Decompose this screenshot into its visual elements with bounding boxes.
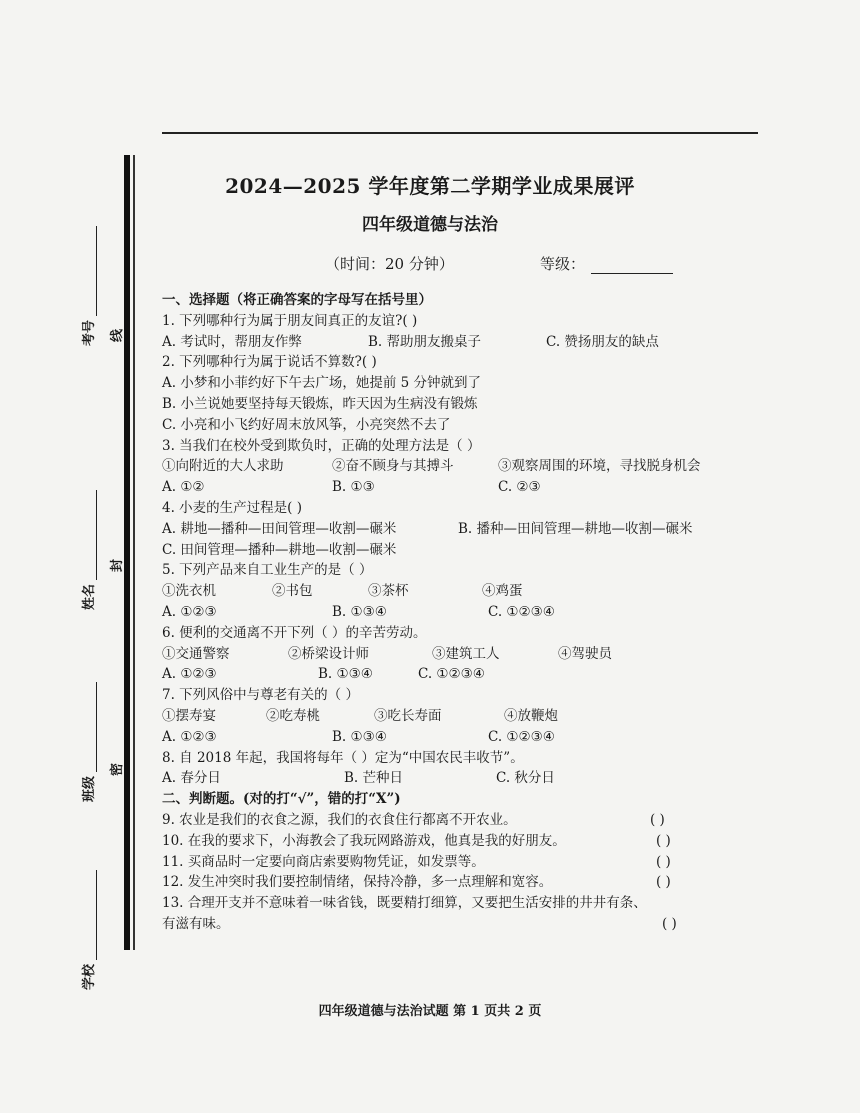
q5-item-2: ②书包	[272, 583, 313, 600]
question-content	[162, 290, 762, 935]
page-footer: 四年级道德与法治试题 第 1 页共 2 页	[318, 1004, 542, 1019]
seal-mi-mark: 密	[110, 762, 125, 776]
binding-bar	[124, 155, 130, 950]
q5-stem: 5. 下列产品来自工业生产的是（ ）	[162, 562, 373, 579]
q3-option-b[interactable]: B. ①③	[332, 479, 375, 496]
exam-number-field[interactable]	[78, 226, 97, 346]
q1-stem: 1. 下列哪种行为属于朋友间真正的友谊?( )	[162, 312, 418, 329]
grade-label: 等级：	[540, 255, 586, 273]
seal-line-mark: 线	[110, 328, 125, 342]
q7-item-1: ①摆寿宴	[162, 707, 216, 724]
q6-option-c[interactable]: C. ①②③④	[418, 666, 485, 683]
school-blank[interactable]	[96, 870, 97, 960]
q3-item-2: ②奋不顾身与其搏斗	[332, 458, 454, 475]
q5-item-1: ①洗衣机	[162, 583, 216, 600]
q7-item-3: ③吃长寿面	[374, 707, 442, 724]
class-field[interactable]	[78, 682, 97, 802]
q12-row	[162, 872, 762, 893]
q7-stem: 7. 下列风俗中与尊老有关的（ ）	[162, 687, 359, 704]
q4-option-a[interactable]: A. 耕地—播种—田间管理—收割—碾米	[162, 520, 397, 537]
q6-item-4: ④驾驶员	[558, 645, 612, 662]
q4-options-ab	[162, 519, 762, 540]
q7-item-4: ④放鞭炮	[504, 707, 558, 724]
exam-title: 2024—2025 学年度第二学期学业成果展评	[225, 174, 635, 198]
class-label: 班级	[82, 775, 97, 802]
q1-option-c[interactable]: C. 赞扬朋友的缺点	[546, 333, 659, 350]
grade-blank[interactable]	[591, 259, 673, 274]
q10-row	[162, 831, 762, 852]
exam-time: （时间：20 分钟）	[325, 255, 454, 273]
q6-options	[162, 664, 762, 685]
q5-option-b[interactable]: B. ①③④	[332, 603, 387, 620]
name-blank[interactable]	[96, 490, 97, 580]
q13-text-line1: 13. 合理开支并不意味着一味省钱，既要精打细算，又要把生活安排的井井有条、	[162, 895, 647, 912]
section2-heading: 二、判断题。(对的打“√”，错的打“X”)	[162, 791, 401, 808]
q7-option-c[interactable]: C. ①②③④	[488, 728, 555, 745]
q7-option-a[interactable]: A. ①②③	[162, 728, 217, 745]
exam-number-blank[interactable]	[96, 226, 97, 316]
q1-option-a[interactable]: A. 考试时，帮朋友作弊	[162, 333, 302, 350]
q1-option-b[interactable]: B. 帮助朋友搬桌子	[368, 333, 482, 350]
q2-option-b[interactable]: B. 小兰说她要坚持每天锻炼，昨天因为生病没有锻炼	[162, 395, 478, 412]
q4-option-b[interactable]: B. 播种—田间管理—耕地—收割—碾米	[458, 520, 693, 537]
q3-options	[162, 477, 762, 498]
q11-text: 11. 买商品时一定要向商店索要购物凭证，如发票等。	[162, 853, 485, 870]
q8-option-b[interactable]: B. 芒种日	[344, 770, 404, 787]
q11-answer-blank[interactable]: ( )	[656, 853, 671, 870]
q10-answer-blank[interactable]: ( )	[656, 832, 671, 849]
q5-options	[162, 602, 762, 623]
q3-option-c[interactable]: C. ②③	[498, 479, 541, 496]
q3-items	[162, 456, 762, 477]
q9-row	[162, 810, 762, 831]
seal-feng-mark: 封	[110, 558, 125, 572]
q13-row	[162, 914, 762, 935]
name-label: 姓名	[82, 583, 97, 610]
q6-item-3: ③建筑工人	[432, 645, 500, 662]
grade-field[interactable]	[540, 253, 673, 274]
top-rule	[162, 132, 758, 134]
q4-stem: 4. 小麦的生产过程是( )	[162, 499, 302, 516]
q8-options	[162, 768, 762, 789]
q2-option-a[interactable]: A. 小梦和小菲约好下午去广场，她提前 5 分钟就到了	[162, 375, 482, 392]
q2-stem: 2. 下列哪种行为属于说话不算数?( )	[162, 354, 377, 371]
q3-item-3: ③观察周围的环境，寻找脱身机会	[498, 458, 701, 475]
q3-option-a[interactable]: A. ①②	[162, 479, 205, 496]
q6-item-1: ①交通警察	[162, 645, 230, 662]
q3-stem: 3. 当我们在校外受到欺负时，正确的处理方法是（ ）	[162, 437, 481, 454]
q8-option-c[interactable]: C. 秋分日	[496, 770, 555, 787]
q9-answer-blank[interactable]: ( )	[650, 811, 665, 828]
q4-option-c[interactable]: C. 田间管理—播种—耕地—收割—碾米	[162, 541, 397, 558]
q7-options	[162, 727, 762, 748]
exam-number-label: 考号	[82, 319, 97, 346]
school-field[interactable]	[78, 870, 97, 990]
q1-options	[162, 332, 762, 353]
q2-option-c[interactable]: C. 小亮和小飞约好周末放风筝，小亮突然不去了	[162, 416, 451, 433]
q5-items	[162, 581, 762, 602]
q5-option-a[interactable]: A. ①②③	[162, 603, 217, 620]
q7-option-b[interactable]: B. ①③④	[332, 728, 387, 745]
q9-text: 9. 农业是我们的衣食之源，我们的衣食住行都离不开农业。	[162, 811, 517, 828]
q6-option-b[interactable]: B. ①③④	[318, 666, 373, 683]
q12-text: 12. 发生冲突时我们要控制情绪，保持冷静，多一点理解和宽容。	[162, 874, 553, 891]
q6-items	[162, 644, 762, 665]
q11-row	[162, 852, 762, 873]
q13-text-line2: 有滋有味。	[162, 915, 230, 932]
q5-item-4: ④鸡蛋	[482, 583, 523, 600]
q8-option-a[interactable]: A. 春分日	[162, 770, 221, 787]
q5-option-c[interactable]: C. ①②③④	[488, 603, 555, 620]
q13-answer-blank[interactable]: ( )	[662, 915, 677, 932]
name-field[interactable]	[78, 490, 97, 610]
q3-item-1: ①向附近的大人求助	[162, 458, 284, 475]
q10-text: 10. 在我的要求下，小海教会了我玩网路游戏，他真是我的好朋友。	[162, 832, 566, 849]
binding-bar-inner	[133, 155, 135, 950]
class-blank[interactable]	[96, 682, 97, 772]
q7-items	[162, 706, 762, 727]
q7-item-2: ②吃寿桃	[266, 707, 320, 724]
exam-subtitle: 四年级道德与法治	[362, 215, 498, 235]
q6-stem: 6. 便利的交通离不开下列（ ）的辛苦劳动。	[162, 624, 427, 641]
q5-item-3: ③茶杯	[368, 583, 409, 600]
q6-item-2: ②桥梁设计师	[288, 645, 369, 662]
section1-heading: 一、选择题（将正确答案的字母写在括号里）	[162, 292, 432, 308]
school-label: 学校	[82, 963, 97, 990]
q6-option-a[interactable]: A. ①②③	[162, 666, 217, 683]
q8-stem: 8. 自 2018 年起，我国将每年（ ）定为“中国农民丰收节”。	[162, 749, 524, 766]
q12-answer-blank[interactable]: ( )	[656, 874, 671, 891]
